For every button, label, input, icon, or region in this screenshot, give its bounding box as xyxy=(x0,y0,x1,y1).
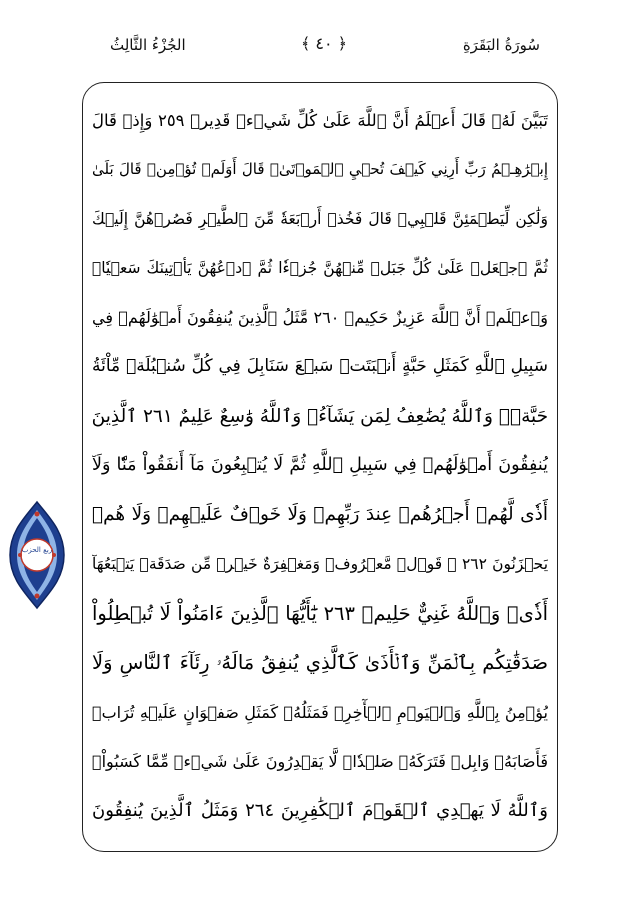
verse-line: يَحۡزَنُونَ ٢٦٢ ۞ قَوۡلٞ مَّعۡرُوفٞ وَمَغۡفِرَةٌ خَيۡرٞ مِّن صَدَقَةٖ يَتۡبَعُهَآ xyxy=(92,554,548,573)
verse-line: إِبۡرَٰهِـۧمُ رَبِّ أَرِنِي كَيۡفَ تُحۡيِ ٱلۡمَوۡتَىٰۖ قَالَ أَوَلَمۡ تُؤۡمِنۖ قَالَ بَلَىٰ xyxy=(92,160,548,179)
verse-lines xyxy=(92,96,548,836)
juz-name: الجُزْءُ الثَّالِثُ xyxy=(110,36,186,54)
verse-line: أَذٗى لَّهُمۡ أَجۡرُهُمۡ عِندَ رَبِّهِمۡ وَلَا خَوۡفٌ عَلَيۡهِمۡ وَلَا هُمۡ xyxy=(92,504,548,526)
hizb-quarter-medallion-icon xyxy=(6,500,68,610)
verse-line: تَبَيَّنَ لَهُۥ قَالَ أَعۡلَمُ أَنَّ ٱللَّهَ عَلَىٰ كُلِّ شَيۡءٖ قَدِيرٞ ٢٥٩ وَإِذۡ قَالَ xyxy=(92,111,548,130)
page-number: ﴿ ٤٠ ﴾ xyxy=(300,34,348,53)
verse-line: وَٱللَّهُ لَا يَهۡدِي ٱلۡقَوۡمَ ٱلۡكَٰفِرِينَ ٢٦٤ وَمَثَلُ ٱلَّذِينَ يُنفِقُونَ xyxy=(92,800,548,822)
verse-line: فَأَصَابَهُۥ وَابِلٞ فَتَرَكَهُۥ صَلۡدٗاۖ لَّا يَقۡدِرُونَ عَلَىٰ شَيۡءٖ مِّمَّا كَسَبُواْۗ xyxy=(92,751,548,771)
verse-line: وَلَٰكِن لِّيَطۡمَئِنَّ قَلۡبِيۖ قَالَ فَخُذۡ أَرۡبَعَةٗ مِّنَ ٱلطَّيۡرِ فَصُرۡهُنَّ إِلَيۡكَ xyxy=(92,209,548,228)
verse-line: حَبَّةٖۗ وَٱللَّهُ يُضَٰعِفُ لِمَن يَشَآءُۚ وَٱللَّهُ وَٰسِعٌ عَلِيمٌ ٢٦١ ٱلَّذِينَ xyxy=(92,405,548,427)
verse-line: ثُمَّ ٱجۡعَلۡ عَلَىٰ كُلِّ جَبَلٖ مِّنۡهُنَّ جُزۡءٗا ثُمَّ ٱدۡعُهُنَّ يَأۡتِينَكَ سَعۡيٗاۚ xyxy=(92,258,548,277)
surah-name: سُورَةُ البَقَرَةِ xyxy=(462,36,540,54)
verse-line: يُؤۡمِنُ بِٱللَّهِ وَٱلۡيَوۡمِ ٱلۡأٓخِرِۖ فَمَثَلُهُۥ كَمَثَلِ صَفۡوَانٍ عَلَيۡهِ تُرَابٞ xyxy=(92,702,548,722)
verse-line: أَذٗىۗ وَٱللَّهُ غَنِيٌّ حَلِيمٞ ٢٦٣ يَٰٓأَيُّهَا ٱلَّذِينَ ءَامَنُواْ لَا تُبۡطِلُواْ xyxy=(92,601,548,625)
verse-line: صَدَقَٰتِكُم بِٱلۡمَنِّ وَٱلۡأَذَىٰ كَٱلَّذِي يُنفِقُ مَالَهُۥ رِئَآءَ ٱلنَّاسِ وَلَا xyxy=(92,651,548,675)
verse-line: يُنفِقُونَ أَمۡوَٰلَهُمۡ فِي سَبِيلِ ٱللَّهِ ثُمَّ لَا يُتۡبِعُونَ مَآ أَنفَقُواْ مَنّٗا وَلَآ xyxy=(92,455,548,476)
verse-line: وَٱعۡلَمۡ أَنَّ ٱللَّهَ عَزِيزٌ حَكِيمٞ ٢٦٠ مَّثَلُ ٱلَّذِينَ يُنفِقُونَ أَمۡوَٰلَهُمۡ فِي xyxy=(92,308,548,328)
page-header xyxy=(90,28,558,68)
verse-line: سَبِيلِ ٱللَّهِ كَمَثَلِ حَبَّةٍ أَنۢبَتَتۡ سَبۡعَ سَنَابِلَ فِي كُلِّ سُنۢبُلَةٖ مِّاْئَةُ xyxy=(92,356,548,377)
medallion-label: ربع الحزب xyxy=(21,546,53,554)
